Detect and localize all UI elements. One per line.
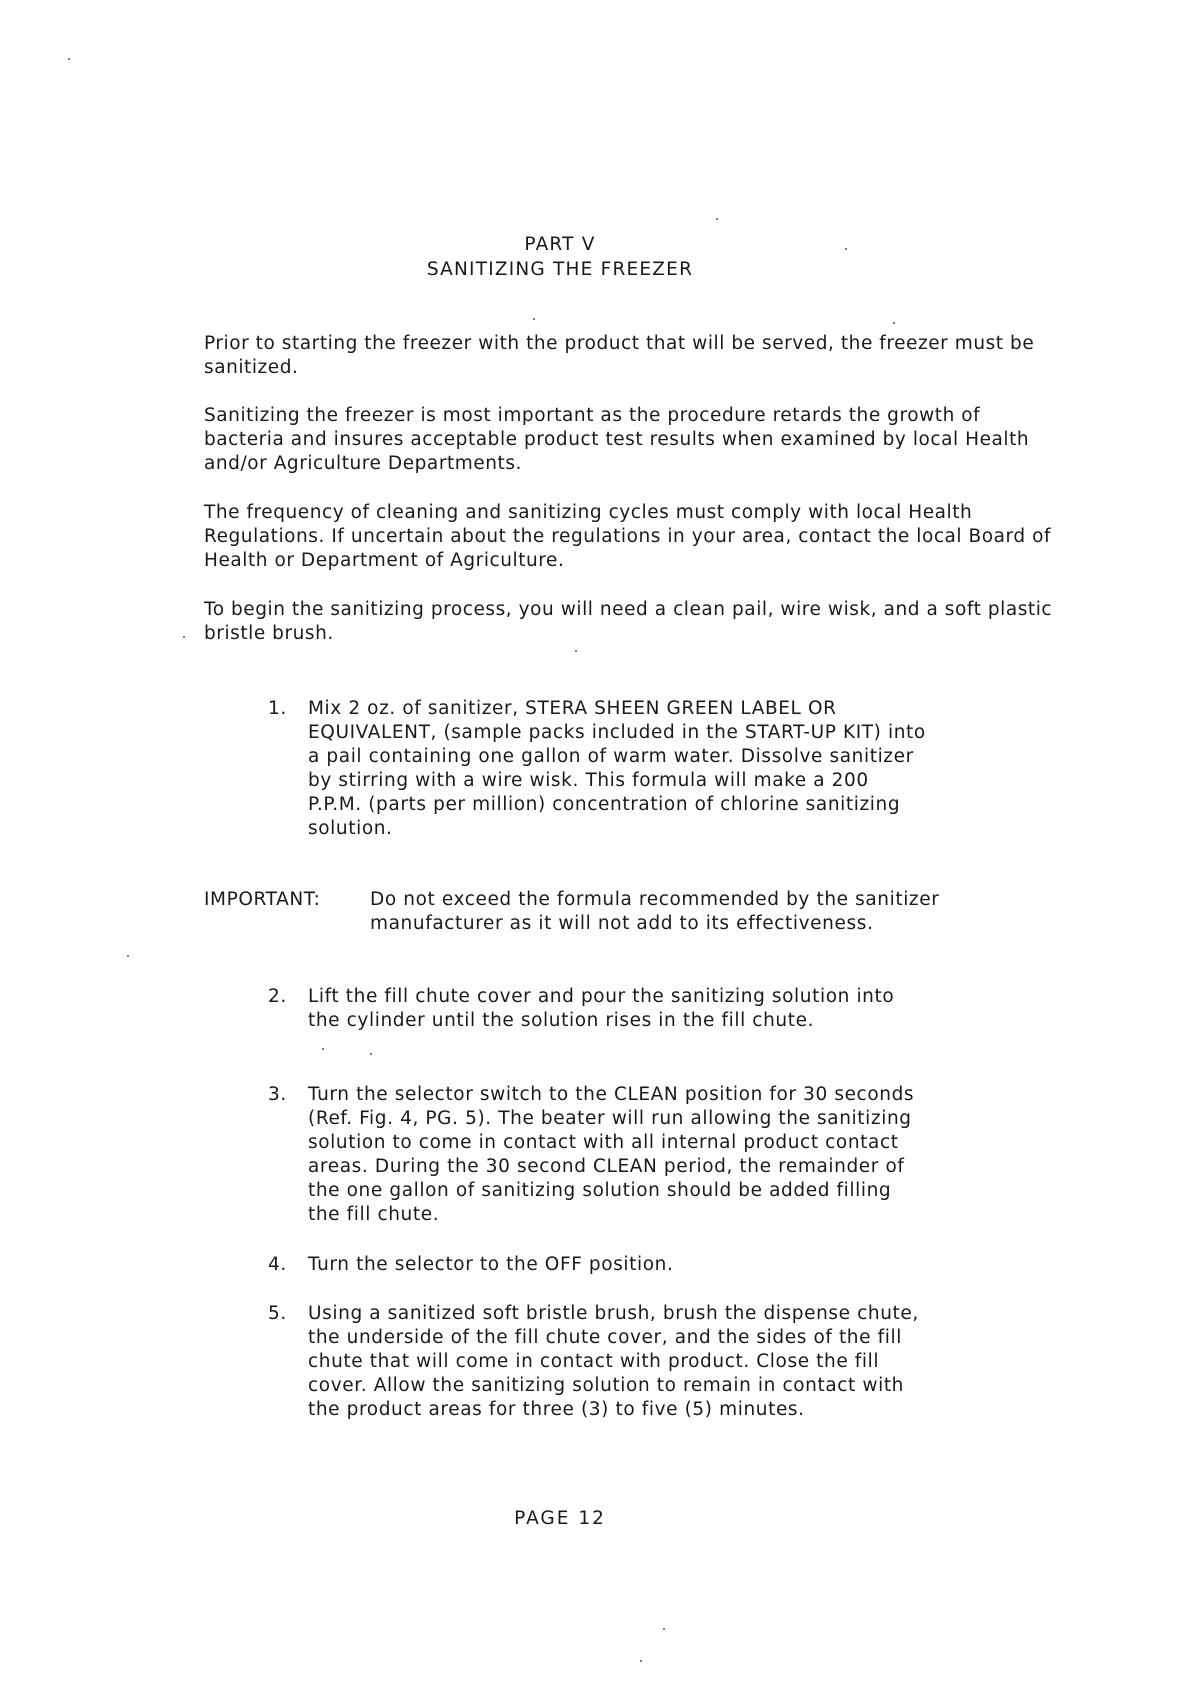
scan-speck — [322, 1048, 324, 1050]
scan-speck — [533, 318, 535, 320]
paragraph-importance: Sanitizing the freezer is most important as the procedure retards the growth of bacteria and insures acceptable product test results when examined by local Health and/or Agriculture Departments. — [204, 405, 1030, 474]
important-label: IMPORTANT: — [204, 889, 321, 910]
scan-speck — [183, 636, 185, 638]
step-text: Lift the fill chute cover and pour the sanitizing solution into the cylinder until the solution rises in the fill chute. — [308, 986, 895, 1031]
paragraph-intro: Prior to starting the freezer with the product that will be served, the freezer must be sanitized. — [204, 333, 1035, 378]
scan-speck — [575, 650, 577, 652]
important-text: Do not exceed the formula recommended by the sanitizer manufacturer as it will not add to its effectiveness. — [370, 889, 940, 934]
step-number: 2. — [268, 986, 287, 1007]
section-title: SANITIZING THE FREEZER — [426, 259, 694, 280]
part-heading: PART V — [524, 234, 596, 255]
scan-speck — [663, 1628, 665, 1630]
step-number: 5. — [268, 1303, 287, 1324]
page-number: PAGE 12 — [514, 1508, 606, 1529]
scan-speck — [68, 58, 70, 60]
step-number: 3. — [268, 1084, 287, 1105]
scan-speck — [370, 1053, 372, 1055]
step-text: Turn the selector switch to the CLEAN position for 30 seconds (Ref. Fig. 4, PG. 5). The beater will run allowing the sanitizing solution to come in contact with all internal product contact areas. During the 30 second CLEAN period, the remainder of the one gallon of sanitizing solution should be added filling the fill chute. — [308, 1084, 915, 1225]
step-text: Using a sanitized soft bristle brush, brush the dispense chute, the underside of the fill chute cover, and the sides of the fill chute that will come in contact with product. Close the fill cover. Allow the sanitizing solution to remain in contact with the product areas for three (3) to five (5) minutes. — [308, 1303, 919, 1420]
step-text: Mix 2 oz. of sanitizer, STERA SHEEN GREEN LABEL OR EQUIVALENT, (sample packs included in the START-UP KIT) into a pail containing one gallon of warm water. Dissolve sanitizer by stirring with a wire wisk. This formula will make a 200 P.P.M. (parts per million) concentration of chlorine sanitizing solution. — [308, 698, 926, 839]
step-number: 4. — [268, 1254, 287, 1275]
step-text: Turn the selector to the OFF position. — [308, 1254, 674, 1275]
step-number: 1. — [268, 698, 287, 719]
paragraph-supplies: To begin the sanitizing process, you will need a clean pail, wire wisk, and a soft plastic bristle brush. — [204, 599, 1053, 644]
paragraph-frequency: The frequency of cleaning and sanitizing cycles must comply with local Health Regulations. If uncertain about the regulations in your area, contact the local Board of Health or Department of Agriculture. — [204, 502, 1052, 571]
scan-speck — [640, 1660, 642, 1662]
scan-speck — [845, 248, 847, 250]
scan-speck — [716, 218, 718, 220]
scan-speck — [127, 955, 129, 957]
scan-speck — [893, 322, 895, 324]
